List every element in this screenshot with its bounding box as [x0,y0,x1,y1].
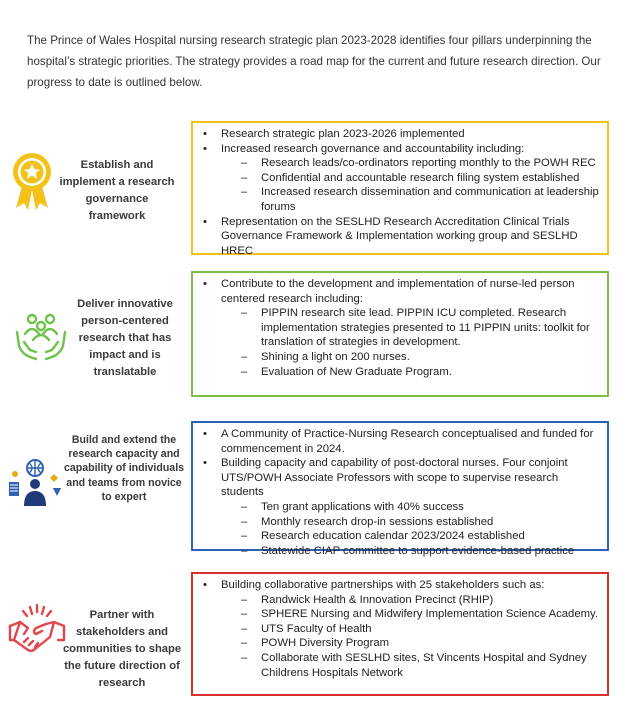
list-item: – Research education calendar 2023/2024 established [201,529,599,544]
list-item: – Confidential and accountable research filing system established [201,171,599,186]
pillar-label: Partner with stakeholders and communities to shape the future direction of research [62,609,182,689]
list-item: – POWH Diversity Program [201,636,599,651]
pillar-label: Deliver innovative person-centered research that has impact and is translatable [77,298,173,378]
list-item: – Ten grant applications with 40% success [201,500,599,515]
list-item: • Building collaborative partnerships with 25 stakeholders such as: [201,578,599,593]
list-item: • Building capacity and capability of post-doctoral nurses. Four conjoint UTS/POWH Associate Professors with scope to supervise research students [201,456,599,500]
pillar-label: Establish and implement a research governance framework [59,159,175,222]
list-item: – Evaluation of New Graduate Program. [201,365,599,380]
list-item: – Collaborate with SESLHD sites, St Vincents Hospital and Sydney Childrens Hospitals Network [201,651,599,680]
list-item: • A Community of Practice-Nursing Research conceptualised and funded for commencement in 2024. [201,427,599,456]
learning-person-icon [6,458,64,508]
list-item: • Contribute to the development and implementation of nurse-led person centered research including: [201,277,599,306]
list-item: – Monthly research drop-in sessions established [201,515,599,530]
pillar-box [191,271,609,397]
list-item: • Research strategic plan 2023-2026 implemented [201,127,599,142]
list-item: – Increased research dissemination and communication at leadership forums [201,185,599,214]
list-item: – Statewide CIAP committee to support evidence-based practice [201,544,599,559]
list-item: • Increased research governance and accountability including: [201,142,599,157]
list-item: – Randwick Health & Innovation Precinct (RHIP) [201,593,599,608]
pillar-label: Build and extend the research capacity and capability of individuals and teams from novice to expert [63,434,185,503]
award-medal-icon [10,148,54,212]
pillar-box [191,121,609,255]
list-item: – UTS Faculty of Health [201,622,599,637]
pillar-box [191,421,609,557]
list-item: – Shining a light on 200 nurses. [201,350,599,365]
list-item: • Representation on the SESLHD Research Accreditation Clinical Trials Governance Framework & Implementation working group and SESLHD HREC [201,215,599,259]
list-item: – PIPPIN research site lead. PIPPIN ICU completed. Research implementation strategies presented to 11 PIPPIN units: toolkit for translation of strategies in development. [201,306,599,350]
intro-paragraph: The Prince of Wales Hospital nursing research strategic plan 2023-2028 identifies four pillars underpinning the hospital’s strategic priorities. The strategy provides a road map for the current and future research direction. Our progress to date is outlined below. [27,33,601,89]
pillar-box [191,572,609,696]
list-item: – SPHERE Nursing and Midwifery Implementation Science Academy. [201,607,599,622]
people-in-hands-icon [14,312,68,362]
list-item: – Research leads/co-ordinators reporting monthly to the POWH REC [201,156,599,171]
